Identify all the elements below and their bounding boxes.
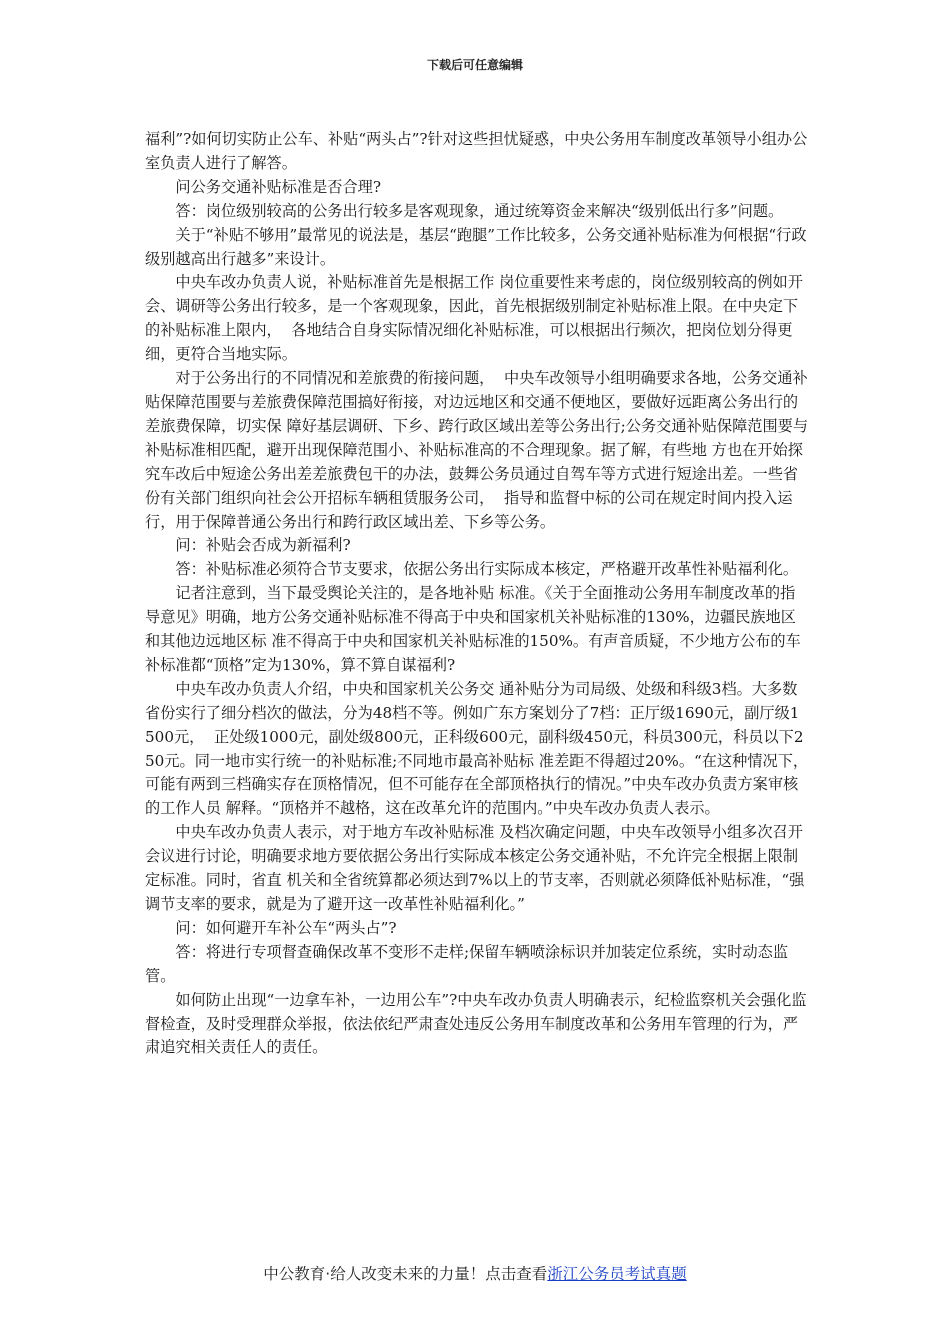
paragraph: 中央车改办负责人介绍，中央和国家机关公务交 通补贴分为司局级、处级和科级3档。大多数省份实行了细分档次的做法，分为48档不等。例如广东方案划分了7档：正厅级1690元，副厅级1500元， 正处级1000元，副处级800元，正科级600元，副科级450元，科员300元，科员以下250元。同一地市实行统一的补贴标准;不同地市最高补贴标 准差距不得超过20%。“在这种情况下，可能有两到三档确实存在顶格情况，但不可能存在全部顶格执行的情况。”中央车改办负责方案审核的工作人员 解释。“顶格并不越格，这在改革允许的范围内。”中央车改办负责人表示。 bbox=[145, 679, 809, 818]
page-footer bbox=[0, 1262, 950, 1284]
exam-questions-link[interactable]: 浙江公务员考试真题 bbox=[547, 1265, 687, 1283]
paragraph: 答：将进行专项督查确保改革不变形不走样;保留车辆喷涂标识并加装定位系统，实时动态监管。 bbox=[145, 942, 789, 985]
paragraph: 中央车改办负责人说，补贴标准首先是根据工作 岗位重要性来考虑的，岗位级别较高的例如开会、调研等公务出行较多，是一个客观现象，因此，首先根据级别制定补贴标准上限。在中央定下的补贴标准上限内， 各地结合自身实际情况细化补贴标准，可以根据出行频次，把岗位划分得更细，更符合当地实际。 bbox=[145, 273, 803, 364]
article-body bbox=[145, 128, 809, 1060]
paragraph: 问公务交通补贴标准是否合理? bbox=[175, 177, 381, 196]
paragraph: 问：补贴会否成为新福利? bbox=[175, 536, 351, 555]
paragraph: 答：补贴标准必须符合节支要求，依据公务出行实际成本核定，严格避开改革性补贴福利化。 bbox=[175, 560, 799, 579]
paragraph: 记者注意到，当下最受舆论关注的，是各地补贴 标准。《关于全面推动公务用车制度改革的指导意见》明确，地方公务交通补贴标准不得高于中央和国家机关补贴标准的130%，边疆民族地区和其他边远地区标 准不得高于中央和国家机关补贴标准的150%。有声音质疑，不少地方公布的车补标准都“顶格”定为130%，算不算自谋福利? bbox=[145, 584, 801, 674]
page-header: 下载后可任意编辑 bbox=[426, 58, 523, 72]
paragraph: 对于公务出行的不同情况和差旅费的衔接问题， 中央车改领导小组明确要求各地，公务交通补贴保障范围要与差旅费保障范围搞好衔接，对边远地区和交通不便地区，要做好远距离公务出行的差旅费保障，切实保 障好基层调研、下乡、跨行政区域出差等公务出行;公务交通补贴保障范围要与补贴标准相匹配，避开出现保障范围小、补贴标准高的不合理现象。据了解，有些地 方也在开始探究车改后中短途公务出差差旅费包干的办法，鼓舞公务员通过自驾车等方式进行短途出差。一些省份有关部门组织向社会公开招标车辆租赁服务公司， 指导和监督中标的公司在规定时间内投入运行，用于保障普通公务出行和跨行政区域出差、下乡等公务。 bbox=[145, 369, 809, 531]
footer-slogan: 中公教育·给人改变未来的力量！点击查看 bbox=[263, 1265, 548, 1283]
paragraph: 关于“补贴不够用”最常见的说法是，基层“跑腿”工作比较多，公务交通补贴标准为何根据“行政级别越高出行越多”来设计。 bbox=[145, 225, 807, 268]
paragraph: 答：岗位级别较高的公务出行较多是客观现象，通过统筹资金来解决“级别低出行多”问题。 bbox=[175, 201, 784, 220]
paragraph: 福利”?如何切实防止公车、补贴“两头占”?针对这些担忧疑惑，中央公务用车制度改革领导小组办公室负责人进行了解答。 bbox=[145, 130, 808, 172]
paragraph: 中央车改办负责人表示，对于地方车改补贴标准 及档次确定问题，中央车改领导小组多次召开会议进行讨论，明确要求地方要依据公务出行实际成本核定公务交通补贴，不允许完全根据上限制定标准。同时，省直 机关和全省统算都必须达到7%以上的节支率，否则就必须降低补贴标准，“强调节支率的要求，就是为了避开这一改革性补贴福利化。” bbox=[145, 823, 805, 913]
paragraph: 问：如何避开车补公车“两头占”? bbox=[175, 918, 397, 937]
paragraph: 如何防止出现“一边拿车补，一边用公车”?中央车改办负责人明确表示，纪检监察机关会强化监督检查，及时受理群众举报，依法依纪严肃查处违反公务用车制度改革和公务用车管理的行为，严肃追究相关责任人的责任。 bbox=[145, 990, 807, 1057]
